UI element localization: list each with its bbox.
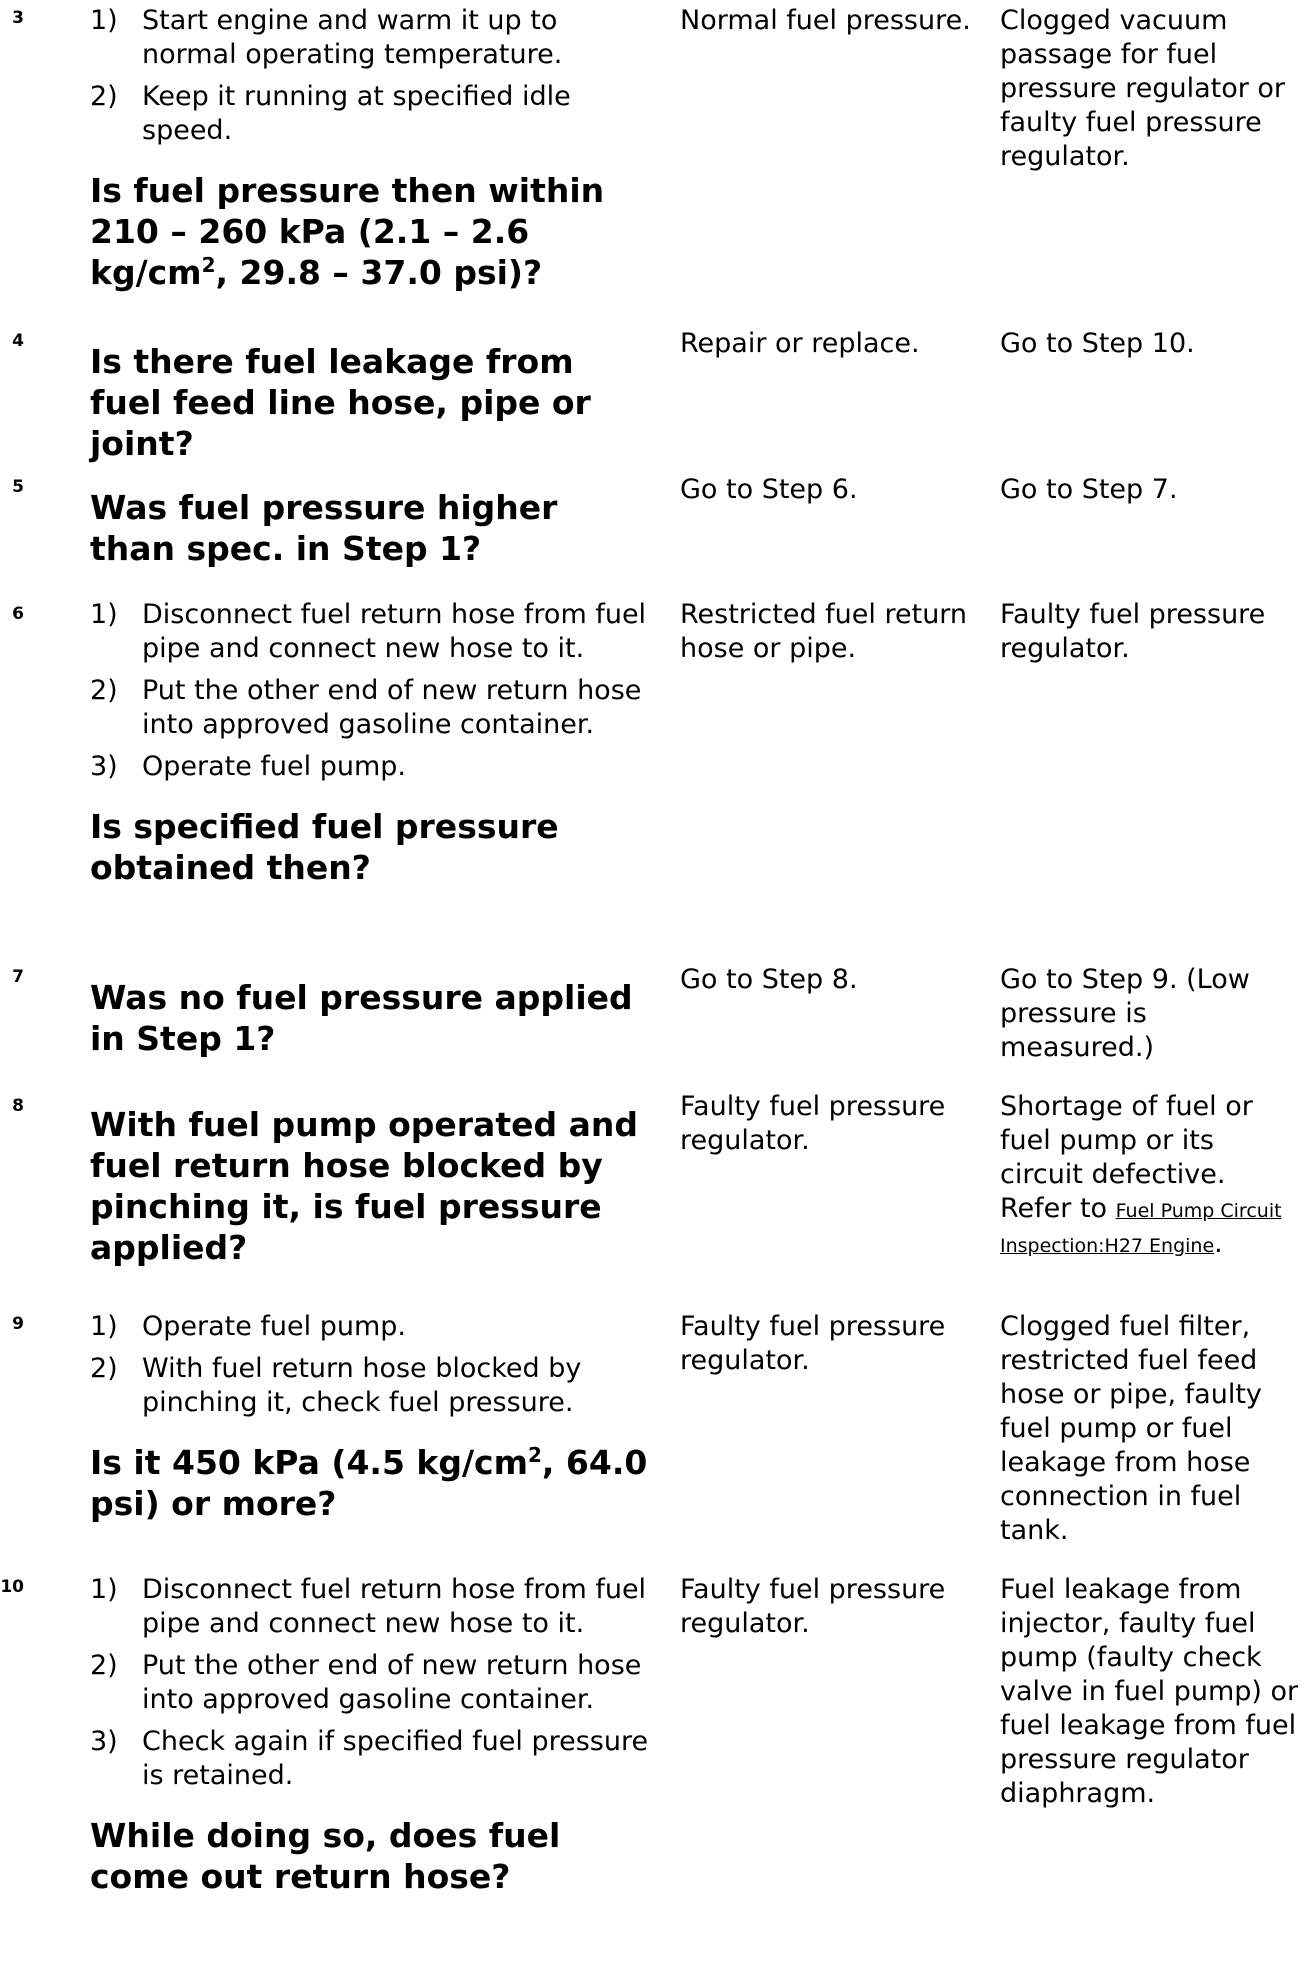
yes-cell: Faulty fuel pressure regulator.: [680, 1311, 946, 1376]
step-number: 9: [12, 1314, 24, 1334]
substep-list: [90, 1573, 650, 1793]
substep-list: [90, 598, 650, 784]
substep: 1) Start engine and warm it up to normal operating temperature.: [90, 5, 563, 70]
step-number: 7: [12, 967, 24, 987]
no-cell: Clogged vacuum passage for fuel pressure regulator or faulty fuel pressure regulator.: [1000, 5, 1286, 172]
no-cell: Go to Step 10.: [1000, 328, 1195, 359]
yes-cell: Normal fuel pressure.: [680, 5, 971, 36]
step-number: 6: [12, 604, 24, 624]
action-cell: [90, 598, 650, 888]
substep-list: [90, 4, 650, 148]
substep: 1) Operate fuel pump.: [90, 1311, 407, 1342]
substep: 1) Disconnect fuel return hose from fuel pipe and connect new hose to it.: [90, 599, 647, 664]
action-cell: [90, 1573, 650, 1897]
substep: 2) Keep it running at specified idle speed.: [90, 81, 571, 146]
no-cell: Go to Step 7.: [1000, 474, 1178, 505]
step-number: 3: [12, 8, 24, 28]
no-cell: Go to Step 9. (Low pressure is measured.): [1000, 964, 1250, 1063]
action-cell: [90, 487, 650, 569]
fuel-pump-circuit-inspection-link[interactable]: Fuel Pump Circuit Inspection:H27 Engine: [1000, 1200, 1282, 1257]
question: Is it 450 kPa (4.5 $kg/cm^2$, 64.0 psi) or more?: [90, 1443, 648, 1523]
question: Is fuel pressure then within 210 – 260 kPa (2.1 – 2.6 $kg/cm^2$, 29.8 – 37.0 psi)?: [90, 171, 605, 292]
action-cell: [90, 4, 650, 293]
no-cell: Faulty fuel pressure regulator.: [1000, 599, 1266, 664]
no-cell: Clogged fuel filter, restricted fuel feed hose or pipe, faulty fuel pump or fuel leakage from hose connection in fuel tank.: [1000, 1311, 1262, 1546]
step-number: 8: [12, 1096, 24, 1116]
step-number: 5: [12, 477, 24, 497]
step-number: 10: [0, 1577, 24, 1597]
action-cell: [90, 341, 650, 464]
yes-cell: Faulty fuel pressure regulator.: [680, 1574, 946, 1639]
action-cell: [90, 1310, 650, 1524]
substep: 2) With fuel return hose blocked by pinching it, check fuel pressure.: [90, 1353, 582, 1418]
substep: 2) Put the other end of new return hose into approved gasoline container.: [90, 675, 642, 740]
substep: 2) Put the other end of new return hose into approved gasoline container.: [90, 1650, 642, 1715]
yes-cell: Restricted fuel return hose or pipe.: [680, 599, 968, 664]
yes-cell: Faulty fuel pressure regulator.: [680, 1091, 946, 1156]
question: Was fuel pressure higher than spec. in Step 1?: [90, 488, 558, 568]
substep-list: [90, 1310, 650, 1420]
yes-cell: Go to Step 6.: [680, 474, 858, 505]
substep: 3) Check again if specified fuel pressure is retained.: [90, 1726, 649, 1791]
no-cell: Fuel leakage from injector, faulty fuel pump (faulty check valve in fuel pump) or fuel leakage from fuel pressure regulator diaphragm.: [1000, 1574, 1299, 1809]
question: Is there fuel leakage from fuel feed line hose, pipe or joint?: [90, 342, 591, 463]
yes-cell: Go to Step 8.: [680, 964, 858, 995]
no-cell: Shortage of fuel or fuel pump or its circuit defective. Refer to Fuel Pump Circuit Inspection:H27 Engine.: [1000, 1091, 1282, 1259]
substep: 3) Operate fuel pump.: [90, 751, 407, 782]
step-number: 4: [12, 331, 24, 351]
yes-cell: Repair or replace.: [680, 328, 920, 359]
question: Was no fuel pressure applied in Step 1?: [90, 978, 633, 1058]
action-cell: [90, 1104, 650, 1268]
question: With fuel pump operated and fuel return hose blocked by pinching it, is fuel pressure applied?: [90, 1105, 638, 1267]
question: Is specified fuel pressure obtained then?: [90, 807, 559, 887]
substep: 1) Disconnect fuel return hose from fuel pipe and connect new hose to it.: [90, 1574, 647, 1639]
action-cell: [90, 977, 650, 1059]
question: While doing so, does fuel come out return hose?: [90, 1816, 561, 1896]
